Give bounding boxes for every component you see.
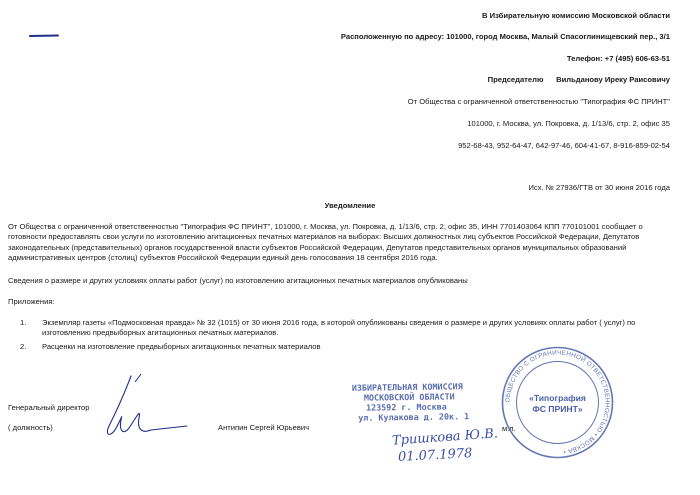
recipient-address: Расположенную по адресу: 101000, город Москва, Малый Спасоглинищевский пер., 3/1 [340, 32, 670, 41]
list-item-text: Расценки на изготовление предвыборных агитационных печатных материалов [42, 341, 321, 351]
chair-line [488, 75, 670, 84]
position-note: ( должность) [8, 423, 53, 432]
stamp-line: ИЗБИРАТЕЛЬНАЯ КОМИССИЯ [351, 381, 463, 393]
seal-center-text: «Типография ФС ПРИНТ» [529, 393, 586, 415]
sender-address: 101000, г. Москва, ул. Покровка, д. 1/13/6, стр. 2, офис 35 [467, 119, 670, 128]
recipient-phone: Телефон: +7 (495) 606-63-51 [566, 54, 670, 63]
body-paragraph-2: Сведения о размере и других условиях оплаты работ (услуг) по изготовлению агитационных печатных материалов опубликованы [8, 276, 468, 285]
receipt-name: Тришкова Ю.В. [391, 426, 499, 449]
signatory-position: Генеральный директор [8, 403, 90, 412]
chair-label: Председателю [487, 75, 544, 84]
stamp-line: ул. Кулакова д. 20к. 1 [358, 411, 470, 423]
sender: От Общества с ограниченной ответственностью "Типография ФС ПРИНТ" [407, 97, 670, 106]
seal-ring-text: ОБЩЕСТВО С ОГРАНИЧЕННОЙ ОТВЕТСТВЕННОСТЬЮ • МОСКВА • [504, 349, 611, 456]
stamp-line: МОСКОВСКОЙ ОБЛАСТИ [363, 391, 455, 403]
pen-mark [28, 30, 68, 40]
list-item [20, 318, 670, 339]
body-paragraph-1: От Общества с ограниченной ответственностью "Типография ФС ПРИНТ", 101000, г. Москва, ул. Покровка, д. 1/13/6, стр. 2, офис 35, ИНН 7701403064 КПП 770101001 сообщает о готовности предоставлять свои услуги по изготовлению агитационных печатных материалов на выборах: Высших должностных лиц субъектов Российской Федерации, Депутатов законодательных (представительных) органов государственной власти субъектов Российской Федерации, Депутатов представительных органов муниципальных образований административных центров (столиц) субъектов Российской Федерации единый день голосования 18 сентября 2016 года. [8, 222, 643, 263]
signatory-name: Антипин Сергей Юрьевич [218, 423, 310, 432]
outgoing-number: Исх. № 27936/ГТВ от 30 июня 2016 года [528, 183, 670, 192]
attachments-label: Приложения: [8, 297, 55, 306]
sender-phones: 952-68-43, 952-64-47, 642-97-46, 604-41-67, 8-916-859-02-54 [458, 141, 670, 150]
director-signature [95, 372, 215, 452]
stamp-line: 123592 г. Москва [366, 401, 447, 413]
list-item-number: 2. [20, 341, 27, 351]
receipt-date: 01.07.1978 [397, 446, 473, 465]
list-item-number: 1. [20, 318, 27, 327]
company-seal [500, 345, 615, 460]
recipient: В Избирательную комиссию Московской области [482, 11, 670, 20]
seal-place-label: м.п. [502, 424, 516, 433]
commission-stamp [352, 381, 469, 423]
list-item-text: Экземпляр газеты «Подмосковная правда» № 32 (1015) от 30 июня 2016 года, в которой опубликованы сведения о размере и других условиях оплаты работ ( услуг) по изготовлению предвыборных агитационных печатных материалов. [42, 318, 636, 338]
document-title: Уведомление [324, 201, 376, 210]
chair-name: Вильданову Иреку Раисовичу [556, 75, 670, 84]
